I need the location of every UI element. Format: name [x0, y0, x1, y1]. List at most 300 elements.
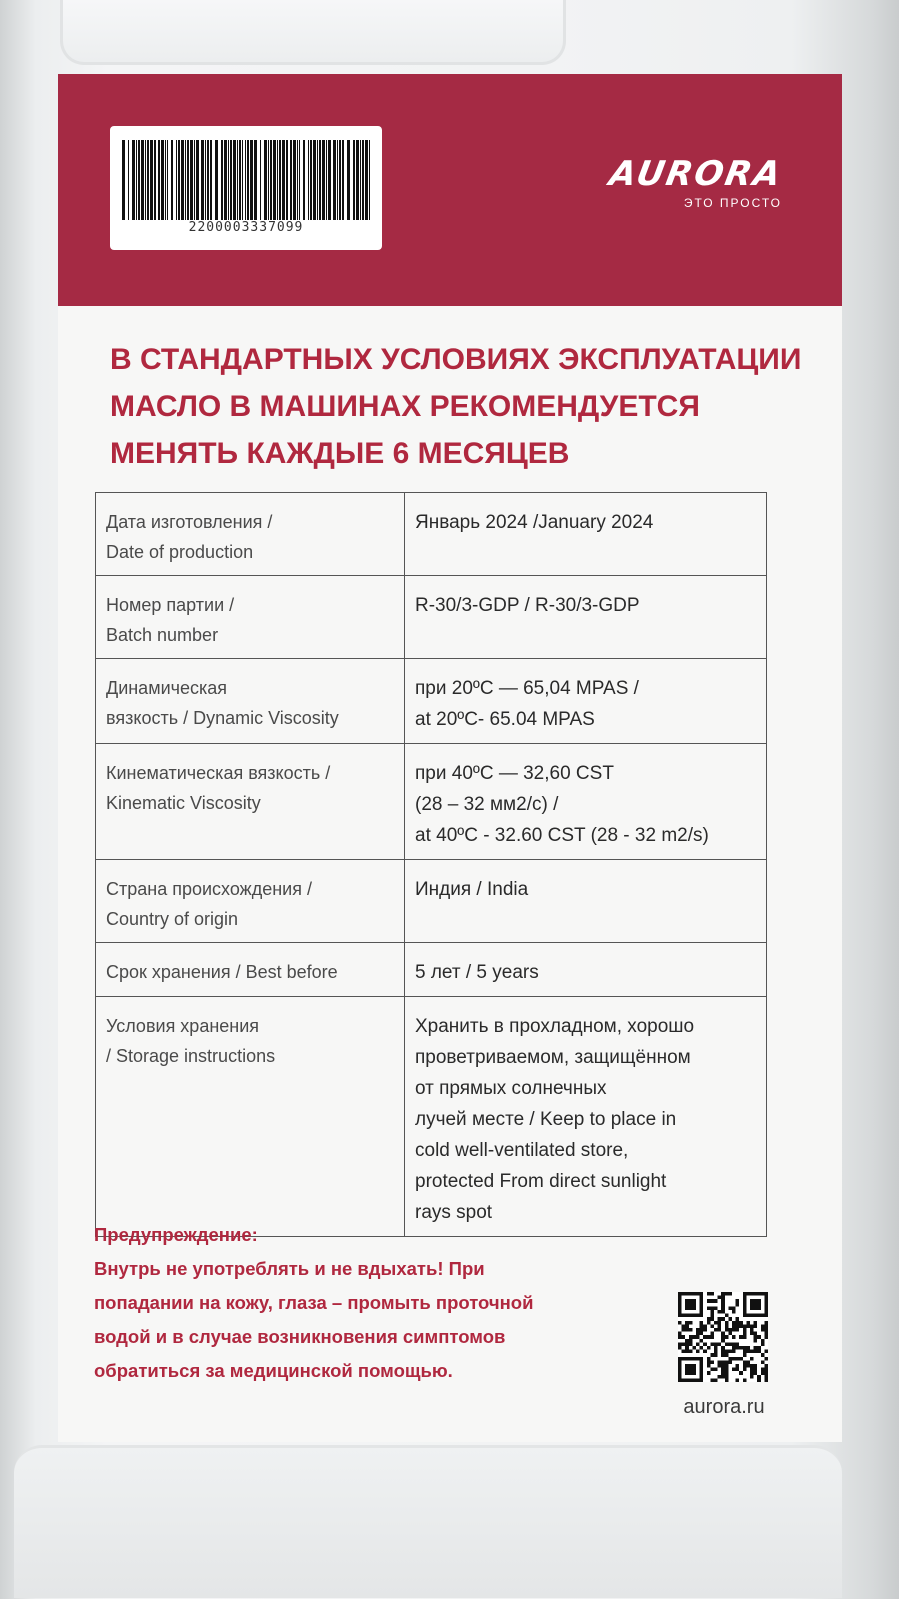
barcode-bar	[273, 140, 276, 220]
barcode-bar	[347, 140, 350, 220]
qr-module	[718, 1296, 722, 1300]
barcode-bar	[317, 140, 318, 220]
qr-module	[725, 1292, 729, 1296]
barcode-bars	[120, 140, 372, 220]
qr-module	[718, 1360, 722, 1364]
barcode-bar	[365, 140, 368, 220]
qr-module	[757, 1375, 761, 1379]
specs-value-line: при 20ºC — 65,04 MPAS /	[415, 678, 639, 699]
specs-value-line: 5 лет / 5 years	[415, 962, 539, 983]
barcode-bar	[230, 140, 232, 220]
warning-line: Внутрь не употреблять и не вдыхать! При	[94, 1258, 485, 1279]
qr-module	[764, 1375, 768, 1379]
qr-module	[707, 1306, 711, 1310]
specs-value-line: лучей месте / Keep to place in	[415, 1109, 677, 1130]
qr-module	[757, 1378, 761, 1382]
warning-block	[94, 1218, 654, 1388]
headline-line: МАСЛО В МАШИНАХ РЕКОМЕНДУЕТСЯ	[110, 390, 700, 423]
qr-module	[714, 1342, 718, 1346]
qr-module	[732, 1310, 736, 1314]
qr-module	[703, 1328, 707, 1332]
brand-tagline: ЭТО ПРОСТО	[683, 196, 782, 210]
qr-module	[743, 1324, 747, 1328]
qr-module	[710, 1360, 714, 1364]
qr-module	[743, 1350, 747, 1354]
barcode-bar	[233, 140, 236, 220]
qr-module	[721, 1335, 725, 1339]
qr-module	[746, 1324, 750, 1328]
qr-module	[678, 1332, 682, 1336]
specs-value-line: от прямых солнечных	[415, 1078, 607, 1099]
qr-module	[725, 1324, 729, 1328]
qr-module	[692, 1346, 696, 1350]
qr-module	[721, 1332, 725, 1336]
barcode-bar	[333, 140, 336, 220]
qr-module	[743, 1335, 747, 1339]
barcode-bar	[165, 140, 166, 220]
qr-module	[718, 1310, 722, 1314]
qr-module	[750, 1371, 754, 1375]
specs-table	[95, 492, 767, 1237]
qr-module	[721, 1296, 725, 1300]
qr-module	[754, 1364, 758, 1368]
qr-module	[728, 1317, 732, 1321]
qr-module	[689, 1339, 693, 1343]
barcode-bar	[353, 140, 355, 220]
qr-module	[700, 1328, 704, 1332]
barcode-bar	[290, 140, 292, 220]
qr-module	[764, 1350, 768, 1354]
specs-value-line: rays spot	[415, 1202, 493, 1223]
barcode-bar	[286, 140, 288, 220]
specs-key-line: Условия хранения	[106, 1016, 260, 1036]
bottle-top-ridge	[60, 0, 566, 65]
qr-module	[732, 1335, 736, 1339]
label-header-band	[58, 74, 842, 306]
barcode-bar	[122, 140, 125, 220]
qr-module	[732, 1357, 736, 1361]
specs-key-line: Кинематическая вязкость /	[106, 763, 331, 783]
qr-module	[707, 1292, 711, 1296]
qr-module	[696, 1350, 700, 1354]
qr-module	[757, 1346, 761, 1350]
qr-module	[721, 1306, 725, 1310]
qr-module	[725, 1368, 729, 1372]
qr-module	[750, 1357, 754, 1361]
specs-row	[96, 744, 767, 860]
qr-module	[728, 1332, 732, 1336]
qr-module	[678, 1342, 682, 1346]
qr-module	[682, 1328, 686, 1332]
qr-module	[703, 1324, 707, 1328]
barcode-bar	[147, 140, 149, 220]
qr-module	[721, 1350, 725, 1354]
qr-module	[685, 1324, 689, 1328]
qr-module	[736, 1346, 740, 1350]
barcode-bar	[145, 140, 146, 220]
qr-module	[689, 1321, 693, 1325]
barcode-number: 2200003337099	[188, 220, 304, 235]
qr-module	[700, 1321, 704, 1325]
qr-module	[718, 1328, 722, 1332]
qr-module	[750, 1350, 754, 1354]
qr-module	[721, 1339, 725, 1343]
qr-module	[750, 1375, 754, 1379]
qr-module	[685, 1339, 689, 1343]
site-url: aurora.ru	[683, 1396, 765, 1418]
qr-module	[725, 1360, 729, 1364]
barcode-bar	[369, 140, 370, 220]
qr-module	[754, 1339, 758, 1343]
qr-module	[725, 1371, 729, 1375]
barcode-bar	[279, 140, 281, 220]
specs-value-line: at 40ºC - 32.60 CST (28 - 32 m2/s)	[415, 825, 709, 846]
qr-module	[700, 1324, 704, 1328]
barcode-bar	[215, 140, 218, 220]
qr-module	[732, 1328, 736, 1332]
qr-module	[732, 1306, 736, 1310]
qr-module	[743, 1378, 747, 1382]
specs-key	[96, 744, 405, 860]
qr-module	[689, 1350, 693, 1354]
qr-module	[725, 1353, 729, 1357]
qr-module	[754, 1368, 758, 1372]
barcode-bar	[250, 140, 253, 220]
barcode-bar	[167, 140, 168, 220]
qr-module	[764, 1328, 768, 1332]
qr-module	[682, 1350, 686, 1354]
headline-line: В СТАНДАРТНЫХ УСЛОВИЯХ ЭКСПЛУАТАЦИИ	[110, 343, 802, 376]
qr-module	[721, 1375, 725, 1379]
barcode-bar	[322, 140, 325, 220]
qr-module	[743, 1368, 747, 1372]
qr-module	[685, 1299, 696, 1310]
qr-module	[764, 1332, 768, 1336]
barcode-bar	[141, 140, 144, 220]
qr-module	[764, 1378, 768, 1382]
qr-module	[678, 1335, 682, 1339]
qr-module	[725, 1378, 729, 1382]
qr-module	[718, 1321, 722, 1325]
barcode-bar	[161, 140, 164, 220]
barcode-bar	[150, 140, 153, 220]
barcode-bar	[228, 140, 229, 220]
barcode-bar	[337, 140, 338, 220]
barcode	[110, 126, 382, 250]
qr-module	[754, 1350, 758, 1354]
qr-module	[685, 1321, 689, 1325]
specs-key-line: Номер партии /	[106, 595, 235, 615]
qr-module	[714, 1321, 718, 1325]
qr-module	[721, 1310, 725, 1314]
qr-module	[732, 1350, 736, 1354]
qr-module	[703, 1335, 707, 1339]
qr-module	[750, 1332, 754, 1336]
barcode-bar	[190, 140, 193, 220]
qr-module	[707, 1299, 711, 1303]
qr-module	[750, 1368, 754, 1372]
barcode-bar	[205, 140, 206, 220]
barcode-bar	[282, 140, 285, 220]
qr-module	[746, 1346, 750, 1350]
qr-module	[764, 1324, 768, 1328]
specs-key-line: вязкость / Dynamic Viscosity	[106, 708, 339, 728]
qr-module	[714, 1378, 718, 1382]
qr-module	[714, 1368, 718, 1372]
specs-value-line: R-30/3-GDP / R-30/3-GDP	[415, 595, 640, 616]
barcode-bar	[254, 140, 257, 220]
qr-module	[736, 1357, 740, 1361]
specs-key-line: Срок хранения / Best before	[106, 962, 338, 982]
specs-value-line: (28 – 32 мм2/с) /	[415, 794, 559, 815]
qr-module	[728, 1292, 732, 1296]
qr-module	[736, 1321, 740, 1325]
qr-module	[718, 1375, 722, 1379]
specs-key	[96, 659, 405, 744]
qr-module	[739, 1324, 743, 1328]
qr-module	[757, 1335, 761, 1339]
barcode-bar	[356, 140, 359, 220]
barcode-bar	[158, 140, 160, 220]
barcode-bar	[154, 140, 156, 220]
qr-module	[732, 1321, 736, 1325]
barcode-bar	[221, 140, 223, 220]
barcode-bar	[264, 140, 267, 220]
barcode-bar	[360, 140, 361, 220]
qr-module	[685, 1346, 689, 1350]
qr-module	[714, 1350, 718, 1354]
brand-logo: AURORA	[606, 154, 786, 194]
qr-module	[761, 1371, 765, 1375]
specs-value-line: Хранить в прохладном, хорошо	[415, 1016, 695, 1037]
qr-module	[710, 1353, 714, 1357]
specs-row	[96, 493, 767, 576]
qr-module	[743, 1364, 747, 1368]
qr-module	[710, 1335, 714, 1339]
qr-module	[725, 1350, 729, 1354]
qr-module	[721, 1303, 725, 1307]
qr-module	[714, 1328, 718, 1332]
qr-module	[710, 1324, 714, 1328]
qr-module	[707, 1371, 711, 1375]
barcode-bar	[310, 140, 312, 220]
qr-module	[754, 1324, 758, 1328]
warning-title: Предупреждение:	[94, 1224, 258, 1245]
specs-key	[96, 997, 405, 1237]
qr-module	[703, 1350, 707, 1354]
barcode-bar	[185, 140, 186, 220]
specs-row	[96, 659, 767, 744]
qr-module	[736, 1328, 740, 1332]
specs-key-line: Country of origin	[106, 909, 239, 929]
specs-row	[96, 943, 767, 997]
barcode-bar	[181, 140, 184, 220]
qr-module	[725, 1314, 729, 1318]
qr-module	[761, 1353, 765, 1357]
qr-module	[761, 1360, 765, 1364]
specs-value-line: protected From direct sunlight	[415, 1171, 667, 1192]
specs-key-line: Date of production	[106, 542, 254, 562]
barcode-bar	[132, 140, 135, 220]
qr-module	[696, 1342, 700, 1346]
qr-module	[736, 1342, 740, 1346]
qr-module	[700, 1339, 704, 1343]
qr-module	[750, 1299, 761, 1310]
qr-module	[754, 1332, 758, 1336]
barcode-bar	[308, 140, 309, 220]
qr-module	[732, 1368, 736, 1372]
barcode-bar	[326, 140, 327, 220]
product-label	[58, 74, 842, 1442]
specs-value	[405, 860, 767, 943]
specs-key	[96, 860, 405, 943]
qr-module	[761, 1339, 765, 1343]
qr-module	[736, 1378, 740, 1382]
qr-module	[710, 1306, 714, 1310]
qr-module	[746, 1364, 750, 1368]
barcode-bar	[260, 140, 261, 220]
qr-module	[721, 1346, 725, 1350]
qr-module	[678, 1321, 682, 1325]
qr-module	[746, 1321, 750, 1325]
qr-module	[714, 1299, 718, 1303]
qr-module	[736, 1364, 740, 1368]
qr-module	[721, 1360, 725, 1364]
headline-line: МЕНЯТЬ КАЖДЫЕ 6 МЕСЯЦЕВ	[110, 437, 570, 470]
barcode-bar	[178, 140, 180, 220]
qr-module	[707, 1357, 711, 1361]
barcode-bar	[339, 140, 341, 220]
qr-module	[764, 1371, 768, 1375]
qr-module	[728, 1328, 732, 1332]
specs-key-line: / Storage instructions	[106, 1046, 276, 1066]
qr-module	[718, 1364, 722, 1368]
qr-module	[743, 1360, 747, 1364]
qr-module	[689, 1342, 693, 1346]
qr-module	[707, 1360, 711, 1364]
warning-line: водой и в случае возникновения симптомов	[94, 1326, 506, 1347]
qr-module	[707, 1346, 711, 1350]
qr-module	[728, 1306, 732, 1310]
qr-module	[710, 1342, 714, 1346]
headline	[110, 336, 810, 477]
qr-module	[750, 1364, 754, 1368]
qr-module	[689, 1335, 693, 1339]
qr-module	[757, 1350, 761, 1354]
qr-module	[692, 1335, 696, 1339]
qr-module	[736, 1324, 740, 1328]
specs-key-line: Kinematic Viscosity	[106, 793, 261, 813]
qr-module	[761, 1328, 765, 1332]
barcode-bar	[138, 140, 140, 220]
barcode-bar	[319, 140, 321, 220]
specs-row	[96, 860, 767, 943]
qr-module	[732, 1342, 736, 1346]
qr-module	[721, 1292, 725, 1296]
qr-module	[764, 1321, 768, 1325]
qr-module	[721, 1371, 725, 1375]
qr-module	[685, 1350, 689, 1354]
specs-value	[405, 659, 767, 744]
qr-module	[725, 1375, 729, 1379]
qr-module	[678, 1346, 682, 1350]
qr-module	[707, 1364, 711, 1368]
qr-module	[682, 1324, 686, 1328]
qr-module	[682, 1342, 686, 1346]
qr-module	[732, 1346, 736, 1350]
qr-module	[714, 1346, 718, 1350]
barcode-bar	[201, 140, 204, 220]
qr-module	[750, 1328, 754, 1332]
qr-module	[764, 1368, 768, 1372]
qr-module	[707, 1321, 711, 1325]
qr-module	[728, 1350, 732, 1354]
brand-block	[606, 154, 786, 210]
qr-module	[710, 1368, 714, 1372]
specs-key-line: Динамическая	[106, 678, 228, 698]
specs-value	[405, 943, 767, 997]
qr-module	[710, 1292, 714, 1296]
qr-module	[750, 1324, 754, 1328]
qr-module	[739, 1371, 743, 1375]
qr-module	[764, 1357, 768, 1361]
qr-module	[721, 1364, 725, 1368]
qr-module	[718, 1342, 722, 1346]
specs-value-line: Январь 2024 /January 2024	[415, 512, 654, 533]
qr-module	[743, 1346, 747, 1350]
specs-key	[96, 576, 405, 659]
qr-module	[707, 1317, 711, 1321]
qr-module	[754, 1321, 758, 1325]
specs-value-line: at 20ºC- 65.04 MPAS	[415, 709, 595, 730]
specs-value	[405, 576, 767, 659]
qr-module	[710, 1310, 714, 1314]
specs-value	[405, 744, 767, 860]
specs-key	[96, 493, 405, 576]
specs-value-line: cold well-ventilated store,	[415, 1140, 629, 1161]
qr-module	[743, 1353, 747, 1357]
barcode-bar	[207, 140, 209, 220]
barcode-bar	[128, 140, 129, 220]
qr-module	[736, 1303, 740, 1307]
barcode-bar	[247, 140, 249, 220]
qr-module	[761, 1324, 765, 1328]
qr-module	[728, 1360, 732, 1364]
qr-module	[725, 1321, 729, 1325]
barcode-bar	[342, 140, 344, 220]
qr-module	[721, 1299, 725, 1303]
barcode-bar	[299, 140, 300, 220]
qr-module	[743, 1332, 747, 1336]
qr-module	[739, 1346, 743, 1350]
qr-module	[732, 1324, 736, 1328]
qr-code	[678, 1292, 768, 1382]
qr-module	[761, 1342, 765, 1346]
qr-module	[710, 1378, 714, 1382]
barcode-bar	[245, 140, 246, 220]
qr-module	[725, 1342, 729, 1346]
qr-module	[754, 1371, 758, 1375]
qr-module	[739, 1335, 743, 1339]
qr-module	[764, 1364, 768, 1368]
specs-key-line: Страна происхождения /	[106, 879, 312, 899]
qr-module	[746, 1360, 750, 1364]
qr-module	[764, 1335, 768, 1339]
barcode-bar	[187, 140, 189, 220]
qr-module	[718, 1324, 722, 1328]
specs-value	[405, 997, 767, 1237]
qr-module	[714, 1306, 718, 1310]
